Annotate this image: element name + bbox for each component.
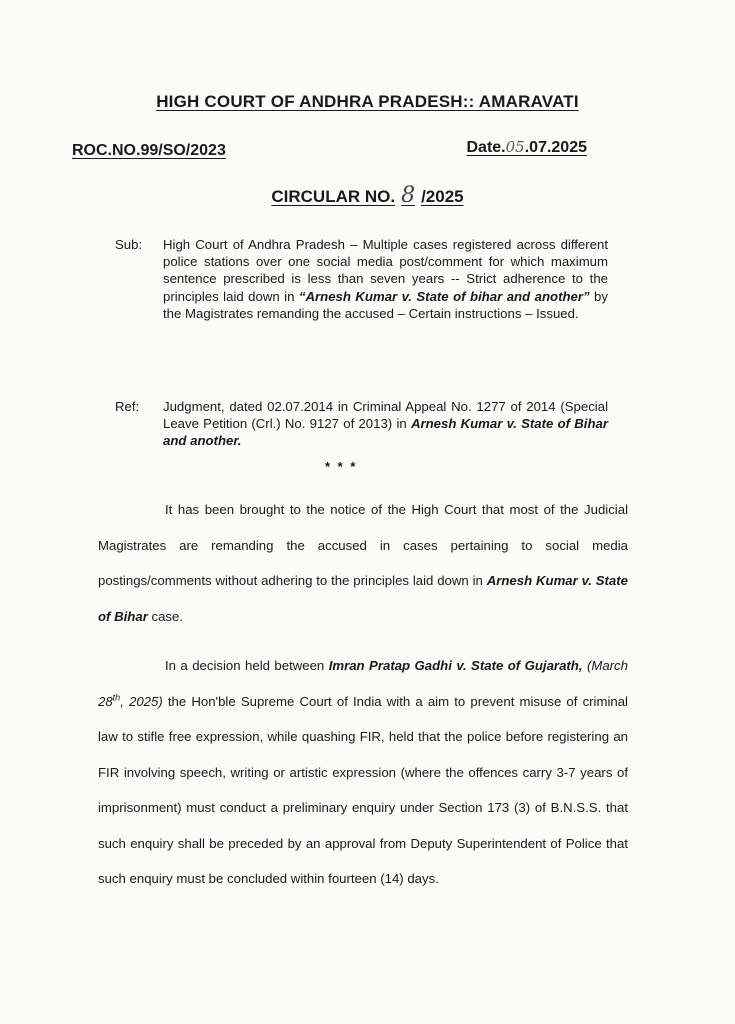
paragraph-1-text: It has been brought to the notice of the High Court that most of the Judicial Magistrates are remanding the accused in cases pertaining to social media postings/comments without adhering to the principles laid down in xyxy=(98,502,628,588)
paragraph-2-text-2: the Hon'ble Supreme Court of India with a aim to prevent misuse of criminal law to stifle free expression, while quashing FIR, held that the police before registering an FIR involving speech, writing or artistic expression (where the offences carry 3-7 years of imprisonment) must conduct a preliminary enquiry under Section 173 (3) of B.N.S.S. that such enquiry shall be preceded by an approval from Deputy Superintendent of Police that such enquiry must be concluded within fourteen (14) days. xyxy=(98,693,628,886)
reference-block xyxy=(115,398,615,458)
circular-handwritten: 8 xyxy=(401,183,416,208)
circular-date xyxy=(467,138,588,157)
paragraph-2-text-1: In a decision held between xyxy=(165,658,329,673)
reference-label: Ref: xyxy=(115,399,140,414)
section-separator: * * * xyxy=(325,459,358,474)
reference-body: Judgment, dated 02.07.2014 in Criminal Appeal No. 1277 of 2014 (Special Leave Petition (Crl.) No. 9127 of 2013) in xyxy=(163,399,608,432)
paragraph-2-date-post: , 2025) xyxy=(120,693,163,709)
paragraph-2-date-pre: (March 28 xyxy=(98,658,628,709)
paragraph-2-date-sup: th xyxy=(112,692,121,703)
subject-label: Sub: xyxy=(115,237,143,252)
subject-case-name: “Arnesh Kumar v. State of bihar and another” xyxy=(298,288,590,304)
circular-suffix: /2025 xyxy=(421,187,464,206)
reference-text xyxy=(163,398,608,450)
date-suffix: .07.2025 xyxy=(524,139,587,156)
subject-text-2: by the Magistrates remanding the accused – Certain instructions – Issued. xyxy=(163,288,608,321)
paragraph-1-end: case. xyxy=(147,608,184,624)
paragraph-2 xyxy=(98,648,628,897)
subject-block xyxy=(115,236,615,376)
roc-number: ROC.NO.99/SO/2023 xyxy=(72,142,226,159)
reference-case-name: Arnesh Kumar v. State of Bihar and another. xyxy=(163,416,608,449)
circular-number xyxy=(0,183,735,208)
date-handwritten: 05 xyxy=(505,138,525,156)
subject-text-1: High Court of Andhra Pradesh – Multiple cases registered across different police stations over one social media post/comment for which maximum sentence prescribed is less than seven years -- Strict adherence to the principles laid down in xyxy=(163,237,608,304)
subject-text xyxy=(163,236,608,322)
date-prefix: Date. xyxy=(466,139,506,156)
circular-prefix: CIRCULAR NO. xyxy=(271,187,396,206)
court-title: HIGH COURT OF ANDHRA PRADESH:: AMARAVATI xyxy=(156,92,579,111)
paragraph-2-case-name: Imran Pratap Gadhi v. State of Gujarath, xyxy=(328,658,583,673)
paragraph-1 xyxy=(98,492,628,634)
paragraph-1-case-name: Arnesh Kumar v. State of Bihar xyxy=(98,573,628,624)
